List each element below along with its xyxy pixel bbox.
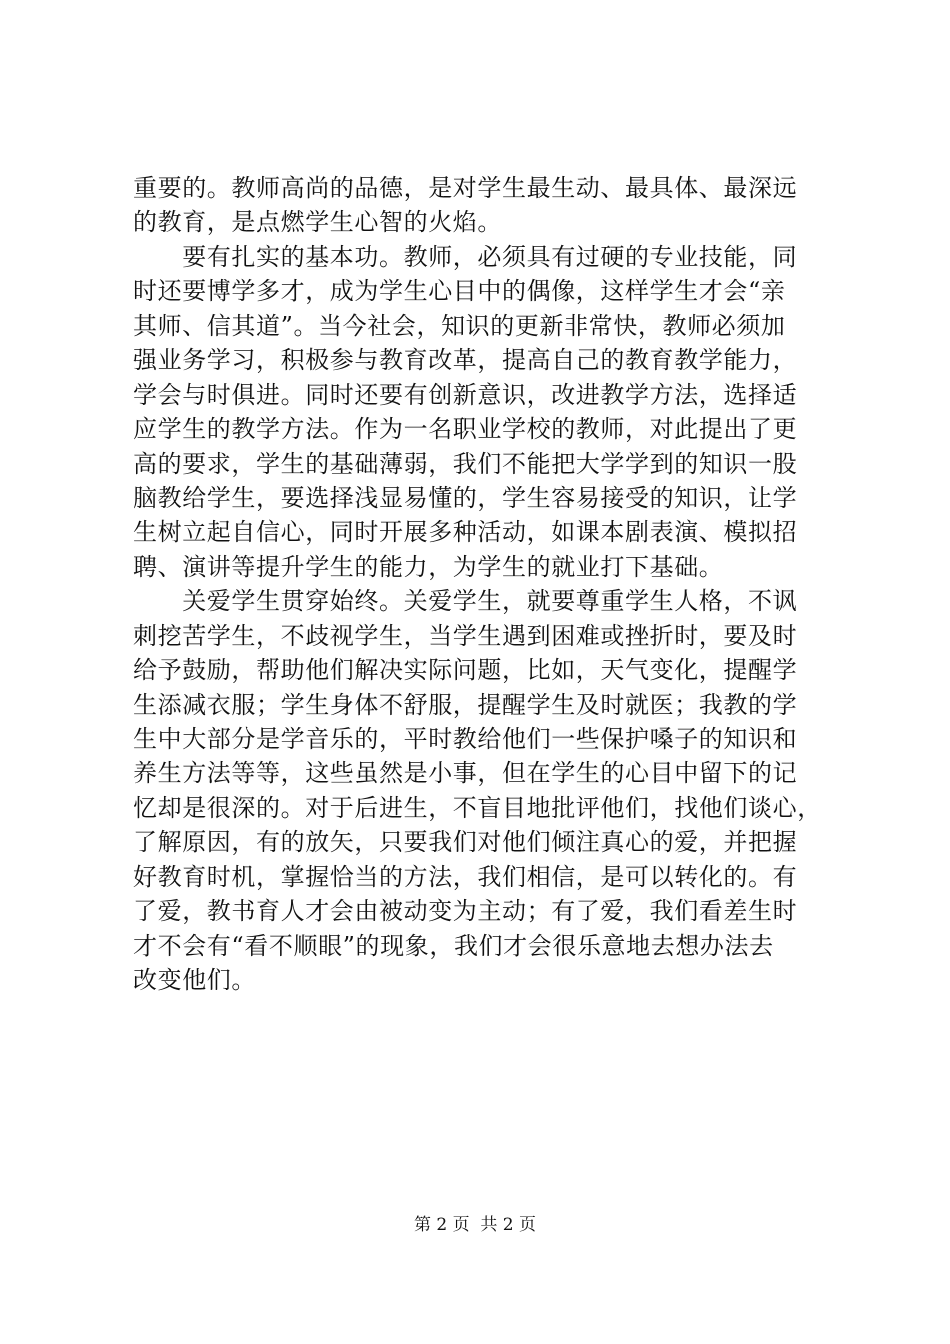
text-line: 生添减衣服；学生身体不舒服，提醒学生及时就医；我教的学 — [133, 690, 798, 719]
text-line: 高的要求，学生的基础薄弱，我们不能把大学学到的知识一股 — [133, 449, 798, 478]
paragraph-start-line: 关爱学生贯穿始终。关爱学生，就要尊重学生人格，不讽 — [133, 587, 798, 616]
text-line: 给予鼓励，帮助他们解决实际问题，比如，天气变化，提醒学 — [133, 656, 798, 685]
text-line: 学会与时俱进。同时还要有创新意识，改进教学方法，选择适 — [133, 380, 798, 409]
paragraph-start-line: 要有扎实的基本功。教师，必须具有过硬的专业技能，同 — [133, 242, 798, 271]
text-line: 的教育，是点燃学生心智的火焰。 — [133, 208, 502, 237]
document-body — [133, 171, 833, 998]
text-line: 重要的。教师高尚的品德，是对学生最生动、最具体、最深远 — [133, 174, 798, 202]
text-line: 生树立起自信心，同时开展多种活动，如课本剧表演、模拟招 — [133, 518, 798, 547]
text-line: 其师、信其道”。当今社会，知识的更新非常快，教师必须加 — [133, 311, 786, 340]
text-line: 聘、演讲等提升学生的能力，为学生的就业打下基础。 — [133, 552, 724, 581]
text-line: 刺挖苦学生，不歧视学生，当学生遇到困难或挫折时，要及时 — [133, 621, 798, 650]
text-line: 才不会有“看不顺眼”的现象，我们才会很乐意地去想办法去 — [133, 931, 774, 960]
text-line: 应学生的教学方法。作为一名职业学校的教师，对此提出了更 — [133, 415, 798, 444]
text-line: 忆却是很深的。对于后进生，不盲目地批评他们，找他们谈心， — [133, 793, 822, 822]
text-line: 强业务学习，积极参与教育改革，提高自己的教育教学能力， — [133, 346, 798, 375]
text-line: 好教育时机，掌握恰当的方法，我们相信，是可以转化的。有 — [133, 862, 798, 891]
page-number-footer: 第 2 页 共 2 页 — [413, 1215, 537, 1235]
text-line: 了解原因，有的放矢，只要我们对他们倾注真心的爱，并把握 — [133, 828, 798, 857]
text-line: 了爱，教书育人才会由被动变为主动；有了爱，我们看差生时 — [133, 897, 798, 926]
text-line: 养生方法等等，这些虽然是小事，但在学生的心目中留下的记 — [133, 759, 798, 788]
text-line: 生中大部分是学音乐的，平时教给他们一些保护嗓子的知识和 — [133, 725, 798, 753]
text-line: 脑教给学生，要选择浅显易懂的，学生容易接受的知识，让学 — [133, 483, 798, 512]
text-line: 改变他们。 — [133, 966, 256, 995]
text-line: 时还要博学多才，成为学生心目中的偶像，这样学生才会“亲 — [133, 277, 786, 306]
